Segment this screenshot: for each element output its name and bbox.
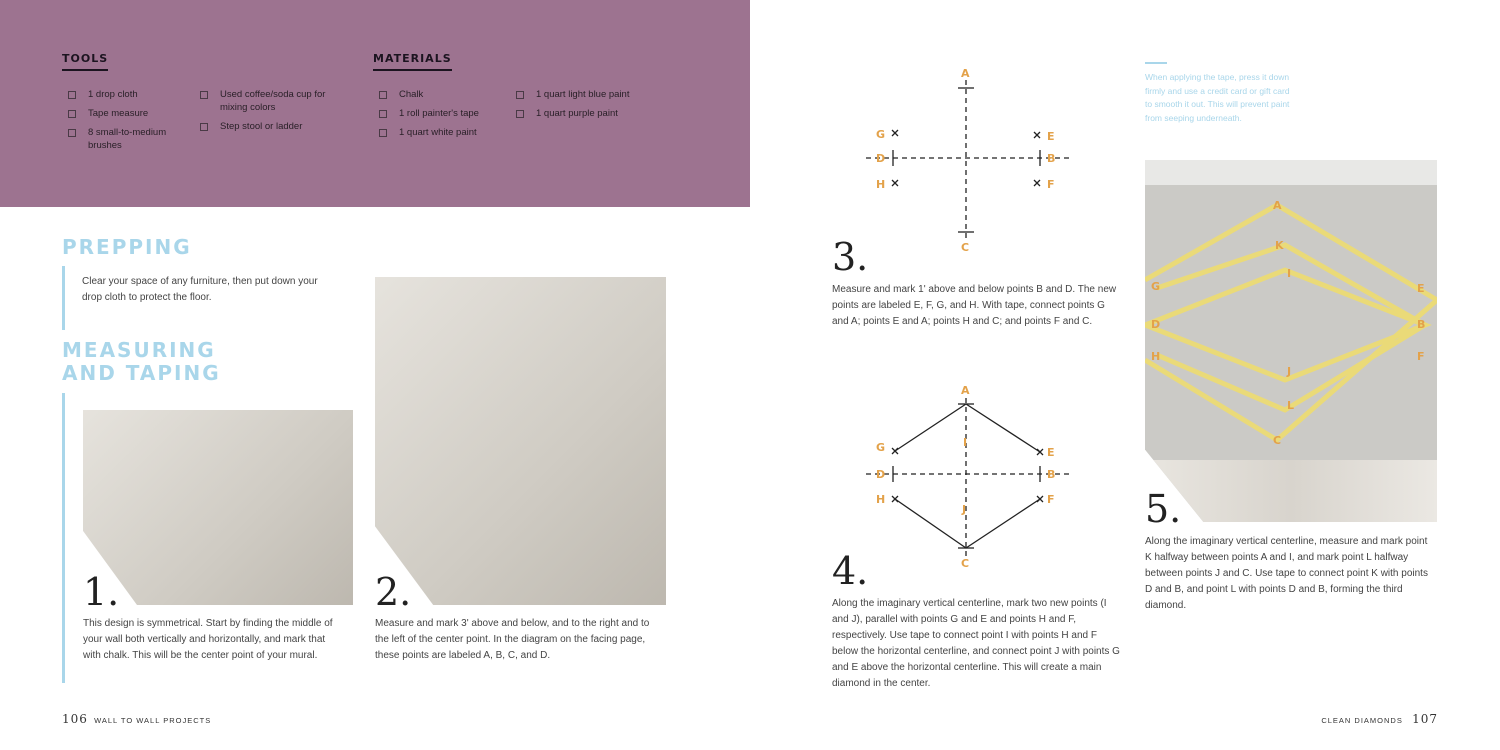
tip-rule	[1145, 62, 1167, 64]
step-text: This design is symmetrical. Start by finding the middle of your wall both vertically and horizontally, and mark that with chalk. This will be the center point of your mural.	[83, 618, 333, 661]
point-label: D	[876, 468, 886, 481]
point-label: A	[961, 67, 970, 80]
diagram-step-4	[850, 378, 1090, 578]
measuring-heading	[62, 339, 221, 385]
step-number: 1.	[83, 570, 120, 614]
page-number: 107	[1412, 712, 1438, 726]
heading-line: MEASURING	[62, 338, 216, 362]
materials-list-2	[516, 88, 656, 126]
point-label: H	[876, 178, 886, 191]
step-text: Measure and mark 3' above and below, and to the right and to the left of the center point. In the diagram on the facing page, these points are labeled A, B, C, and D.	[375, 618, 650, 661]
page-number: 106	[62, 712, 88, 726]
tools-list-1	[68, 88, 188, 158]
footer-left	[62, 712, 211, 726]
step-number: 2.	[375, 570, 412, 614]
footer-right	[1321, 712, 1438, 726]
step-text: Measure and mark 1' above and below points B and D. The new points are labeled E, F, G, and H. With tape, connect points G and A; points E and A; points H and C; and points F and C.	[832, 284, 1117, 327]
checklist-item[interactable]: 1 quart purple paint	[516, 107, 656, 120]
materials-heading: MATERIALS	[373, 52, 452, 71]
step-text: Along the imaginary vertical centerline, measure and mark point K halfway between points A and I, and mark point L halfway between points J and C. Use tape to connect point K with points D and B, and point L with points D and B, forming the third diamond.	[1145, 536, 1428, 611]
checklist-item[interactable]: Chalk	[379, 88, 509, 101]
heading-line: AND TAPING	[62, 361, 221, 385]
accent-bar	[62, 266, 65, 330]
checklist-item[interactable]: 1 quart white paint	[379, 126, 509, 139]
point-label: B	[1047, 152, 1056, 165]
point-label: E	[1047, 130, 1055, 143]
checklist-item[interactable]: 8 small-to-medium brushes	[68, 126, 188, 152]
materials-list-1	[379, 88, 509, 145]
accent-bar	[62, 393, 65, 683]
tip-text: When applying the tape, press it down firmly and use a credit card or gift card to smooth it out. This will prevent paint from seeping underneath.	[1145, 72, 1290, 123]
point-label: C	[961, 557, 970, 570]
prepping-heading: PREPPING	[62, 235, 192, 259]
checklist-item[interactable]: 1 quart light blue paint	[516, 88, 656, 101]
point-label: F	[1047, 178, 1055, 191]
step-1-photo	[83, 410, 353, 605]
point-label: F	[1417, 350, 1425, 363]
point-label: E	[1047, 446, 1055, 459]
checklist-item[interactable]: Step stool or ladder	[200, 120, 345, 133]
checklist-item[interactable]: Used coffee/soda cup for mixing colors	[200, 88, 345, 114]
point-label: J	[962, 503, 967, 516]
checklist-item[interactable]: 1 drop cloth	[68, 88, 188, 101]
step-number: 3.	[832, 235, 869, 279]
step-5-photo	[1145, 160, 1437, 522]
step-text: Along the imaginary vertical centerline, mark two new points (I and J), parallel with points G and E and points H and F, respectively. Use tape to connect point I with points H and F below the horizontal centerline, and connect point J with points G and E above the horizontal centerline. This will create a main diamond in the center.	[832, 598, 1120, 689]
point-label: D	[876, 152, 886, 165]
point-label: B	[1417, 318, 1426, 331]
point-label: F	[1047, 493, 1055, 506]
point-label: L	[1287, 399, 1295, 412]
step-2-photo	[375, 277, 666, 605]
point-label: I	[1287, 267, 1292, 280]
tape-diamonds	[1145, 160, 1437, 522]
point-label: C	[1273, 434, 1282, 447]
point-label: H	[876, 493, 886, 506]
point-label: C	[961, 241, 970, 254]
point-label: G	[876, 128, 886, 141]
point-label: K	[1275, 239, 1284, 252]
checklist-item[interactable]: 1 roll painter's tape	[379, 107, 509, 120]
step-number: 4.	[832, 549, 869, 593]
prepping-text: Clear your space of any furniture, then put down your drop cloth to protect the floor.	[82, 276, 318, 303]
point-label: G	[1151, 280, 1161, 293]
point-label: B	[1047, 468, 1056, 481]
point-label: I	[963, 436, 968, 449]
point-label: G	[876, 441, 886, 454]
tools-heading: TOOLS	[62, 52, 108, 71]
point-label: A	[1273, 199, 1282, 212]
tools-list-2	[200, 88, 345, 139]
running-title: WALL TO WALL PROJECTS	[94, 716, 212, 725]
diagram-step-3	[850, 60, 1090, 260]
point-label: J	[1287, 365, 1292, 378]
checklist-item[interactable]: Tape measure	[68, 107, 188, 120]
step-number: 5.	[1145, 487, 1182, 531]
point-label: E	[1417, 282, 1425, 295]
running-title: CLEAN DIAMONDS	[1321, 716, 1403, 725]
point-label: D	[1151, 318, 1161, 331]
point-label: H	[1151, 350, 1161, 363]
point-label: A	[961, 384, 970, 397]
